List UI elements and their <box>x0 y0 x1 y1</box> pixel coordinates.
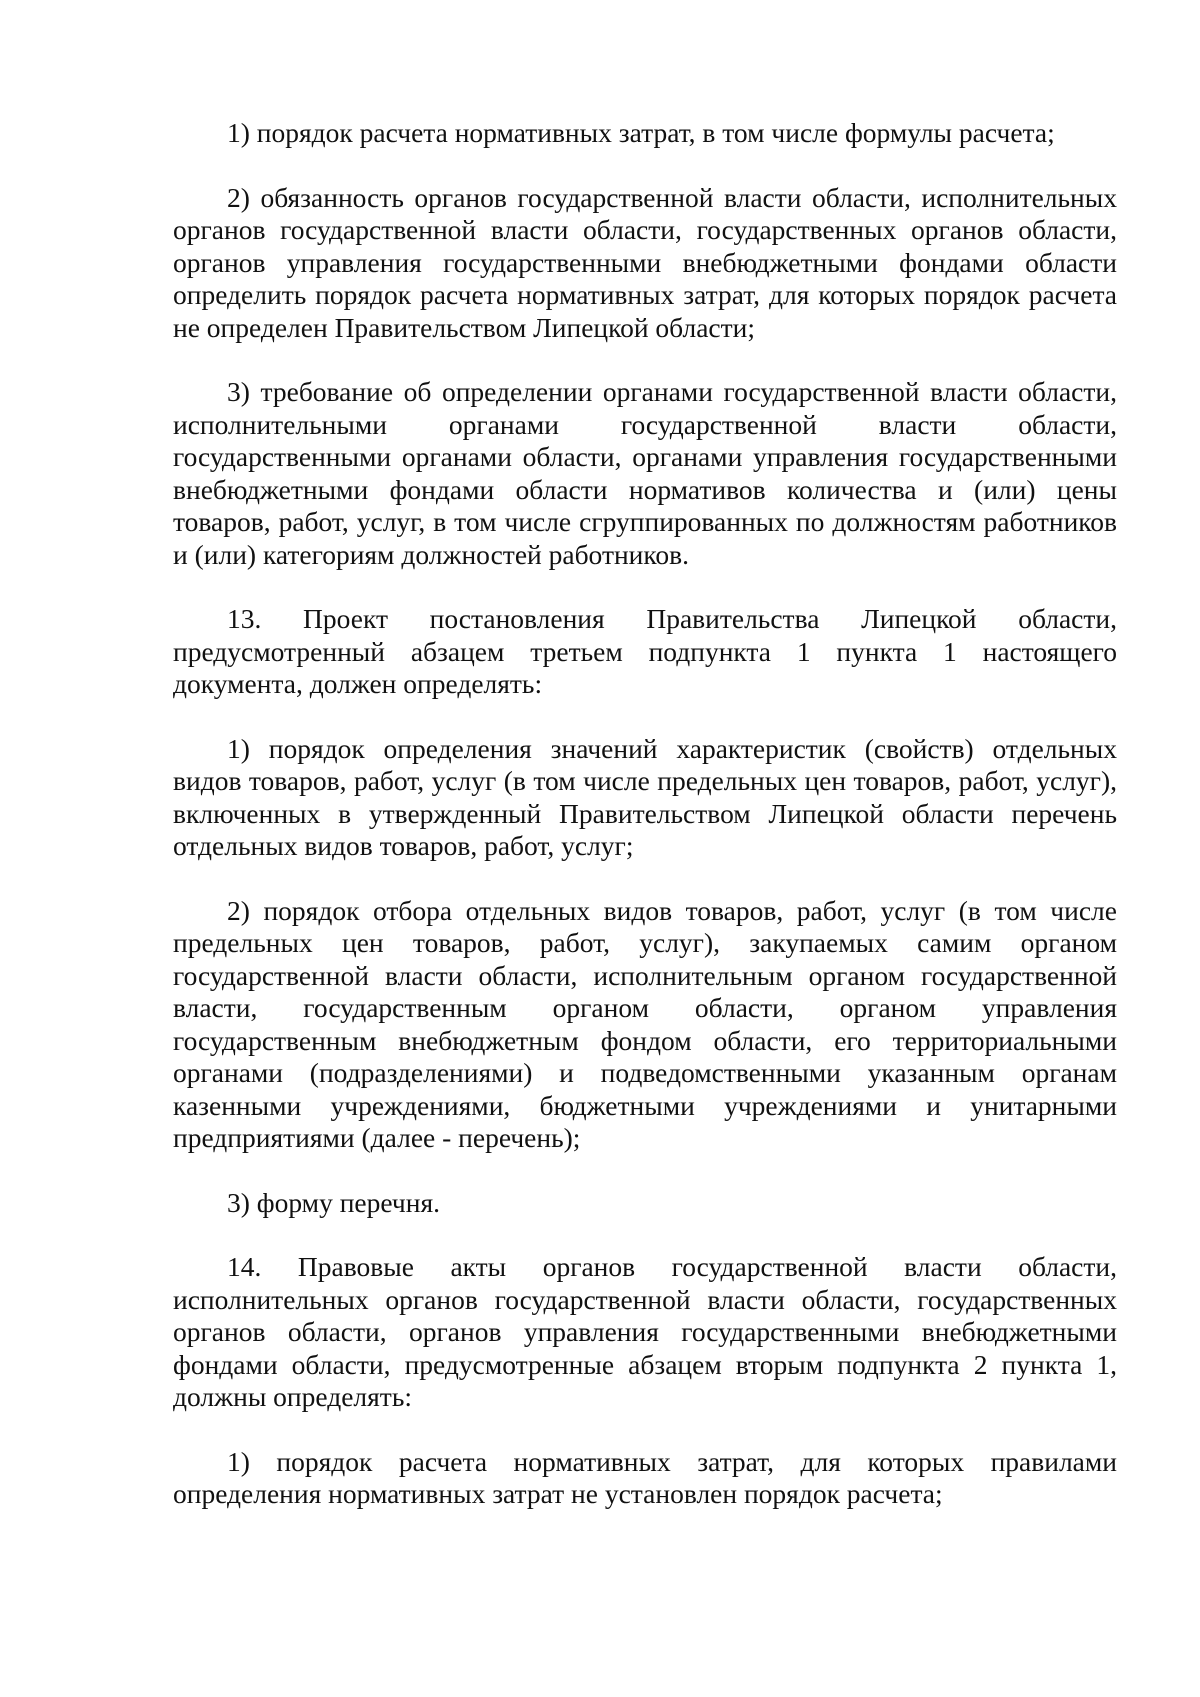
document-body <box>173 117 1117 1543</box>
paragraph-item-3-requirement: 3) требование об определении органами государственной власти области, исполнительными органами государственной власти области, государственными органами области, органами управления государственными внебюджетными фондами области нормативов количества и (или) цены товаров, работ, услуг, в том числе сгруппированных по должностям работников и (или) категориям должностей работников. <box>173 376 1117 570</box>
paragraph-item-3-form: 3) форму перечня. <box>227 1186 440 1218</box>
paragraph-item-2-selection: 2) порядок отбора отдельных видов товаров, работ, услуг (в том числе предельных цен товаров, работ, услуг), закупаемых самим органом государственной власти области, исполнительным органом государственной власти, государственным органом области, органом управления государственным внебюджетным фондом области, его территориальными органами (подразделениями) и подведомственными указанным органам казенными учреждениями, бюджетными учреждениями и унитарными предприятиями (далее - перечень); <box>173 894 1117 1153</box>
paragraph-item-1-formulas: 1) порядок расчета нормативных затрат, в том числе формулы расчета; <box>227 117 1055 148</box>
paragraph-item-1-characteristics: 1) порядок определения значений характеристик (свойств) отдельных видов товаров, работ, услуг (в том числе предельных цен товаров, работ, услуг), включенных в утвержденный Правительством Липецкой области перечень отдельных видов товаров, работ, услуг; <box>173 732 1117 861</box>
paragraph-item-2-obligation: 2) обязанность органов государственной власти области, исполнительных органов государственной власти области, государственных органов области, органов управления государственными внебюджетными фондами области определить порядок расчета нормативных затрат, для которых порядок расчета не определен Правительством Липецкой области; <box>173 181 1117 343</box>
paragraph-item-1-calculation: 1) порядок расчета нормативных затрат, для которых правилами определения нормативных затрат не установлен порядок расчета; <box>173 1445 1117 1509</box>
paragraph-clause-14: 14. Правовые акты органов государственной власти области, исполнительных органов государственной власти области, государственных органов области, органов управления государственными внебюджетными фондами области, предусмотренные абзацем вторым подпункта 2 пункта 1, должны определять: <box>173 1251 1117 1412</box>
paragraph-clause-13: 13. Проект постановления Правительства Липецкой области, предусмотренный абзацем третьем подпункта 1 пункта 1 настоящего документа, должен определять: <box>173 603 1117 699</box>
